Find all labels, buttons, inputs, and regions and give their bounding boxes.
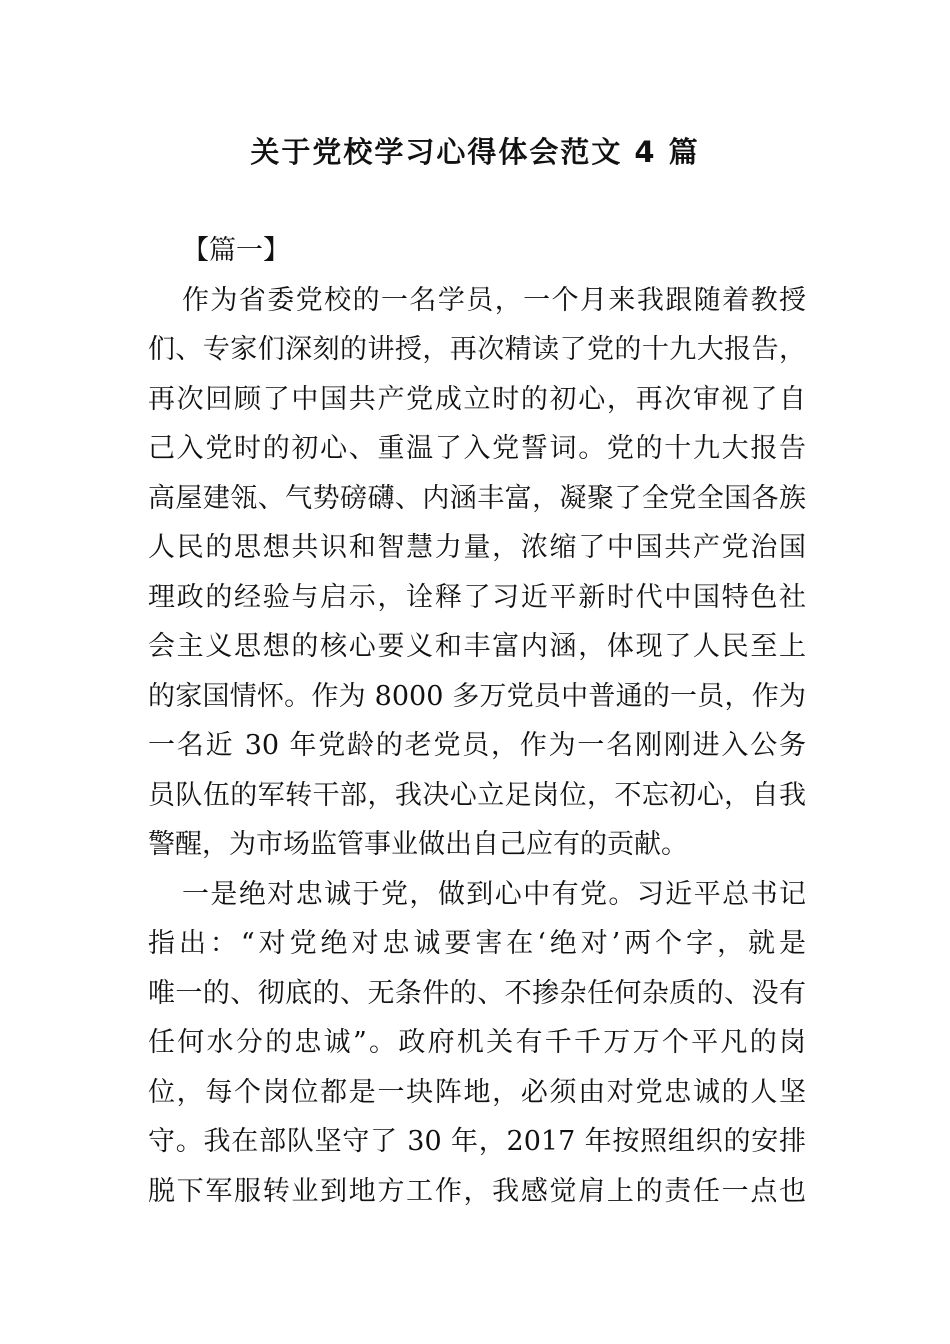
document-body: [148, 226, 806, 1216]
paragraph-line: 人民的思想共识和智慧力量，浓缩了中国共产党治国: [148, 532, 806, 563]
paragraph-2: [148, 870, 806, 1217]
paragraph-line: 会主义思想的核心要义和丰富内涵，体现了人民至上: [148, 631, 806, 662]
paragraph-line: 作为省委党校的一名学员，一个月来我跟随着教授: [182, 284, 806, 316]
paragraph-line: 守。我在部队坚守了 30 年，2017 年按照组织的安排: [148, 1126, 806, 1157]
paragraph-line: 脱下军服转业到地方工作，我感觉肩上的责任一点也: [148, 1175, 806, 1207]
paragraph-line: 指出：“对党绝对忠诚要害在‘绝对’两个字，就是: [148, 928, 806, 959]
paragraph-line: 员队伍的军转干部，我决心立足岗位，不忘初心，自我: [148, 779, 806, 811]
paragraph-line: 己入党时的初心、重温了入党誓词。党的十九大报告: [148, 433, 806, 464]
paragraph-line: 任何水分的忠诚”。政府机关有千千万万个平凡的岗: [148, 1027, 806, 1058]
paragraph-line: 警醒，为市场监管事业做出自己应有的贡献。: [148, 829, 688, 860]
paragraph-line: 理政的经验与启示，诠释了习近平新时代中国特色社: [148, 581, 806, 613]
paragraph-line: 的家国情怀。作为 8000 多万党员中普通的一员，作为: [148, 680, 806, 712]
paragraph-line: 一名近 30 年党龄的老党员，作为一名刚刚进入公务: [148, 730, 806, 761]
paragraph-line: 一是绝对忠诚于党，做到心中有党。习近平总书记: [182, 878, 806, 910]
paragraph-line: 们、专家们深刻的讲授，再次精读了党的十九大报告，: [148, 334, 806, 365]
paragraph-line: 位，每个岗位都是一块阵地，必须由对党忠诚的人坚: [148, 1076, 806, 1108]
paragraph-1: [148, 276, 806, 870]
paragraph-line: 唯一的、彻底的、无条件的、不掺杂任何杂质的、没有: [148, 977, 806, 1009]
document-title: 关于党校学习心得体会范文 4 篇: [250, 135, 700, 169]
paragraph-line: 再次回顾了中国共产党成立时的初心，再次审视了自: [148, 383, 806, 415]
paragraph-line: 高屋建瓴、气势磅礴、内涵丰富，凝聚了全党全国各族: [148, 482, 806, 514]
section-heading: 【篇一】: [182, 235, 290, 266]
